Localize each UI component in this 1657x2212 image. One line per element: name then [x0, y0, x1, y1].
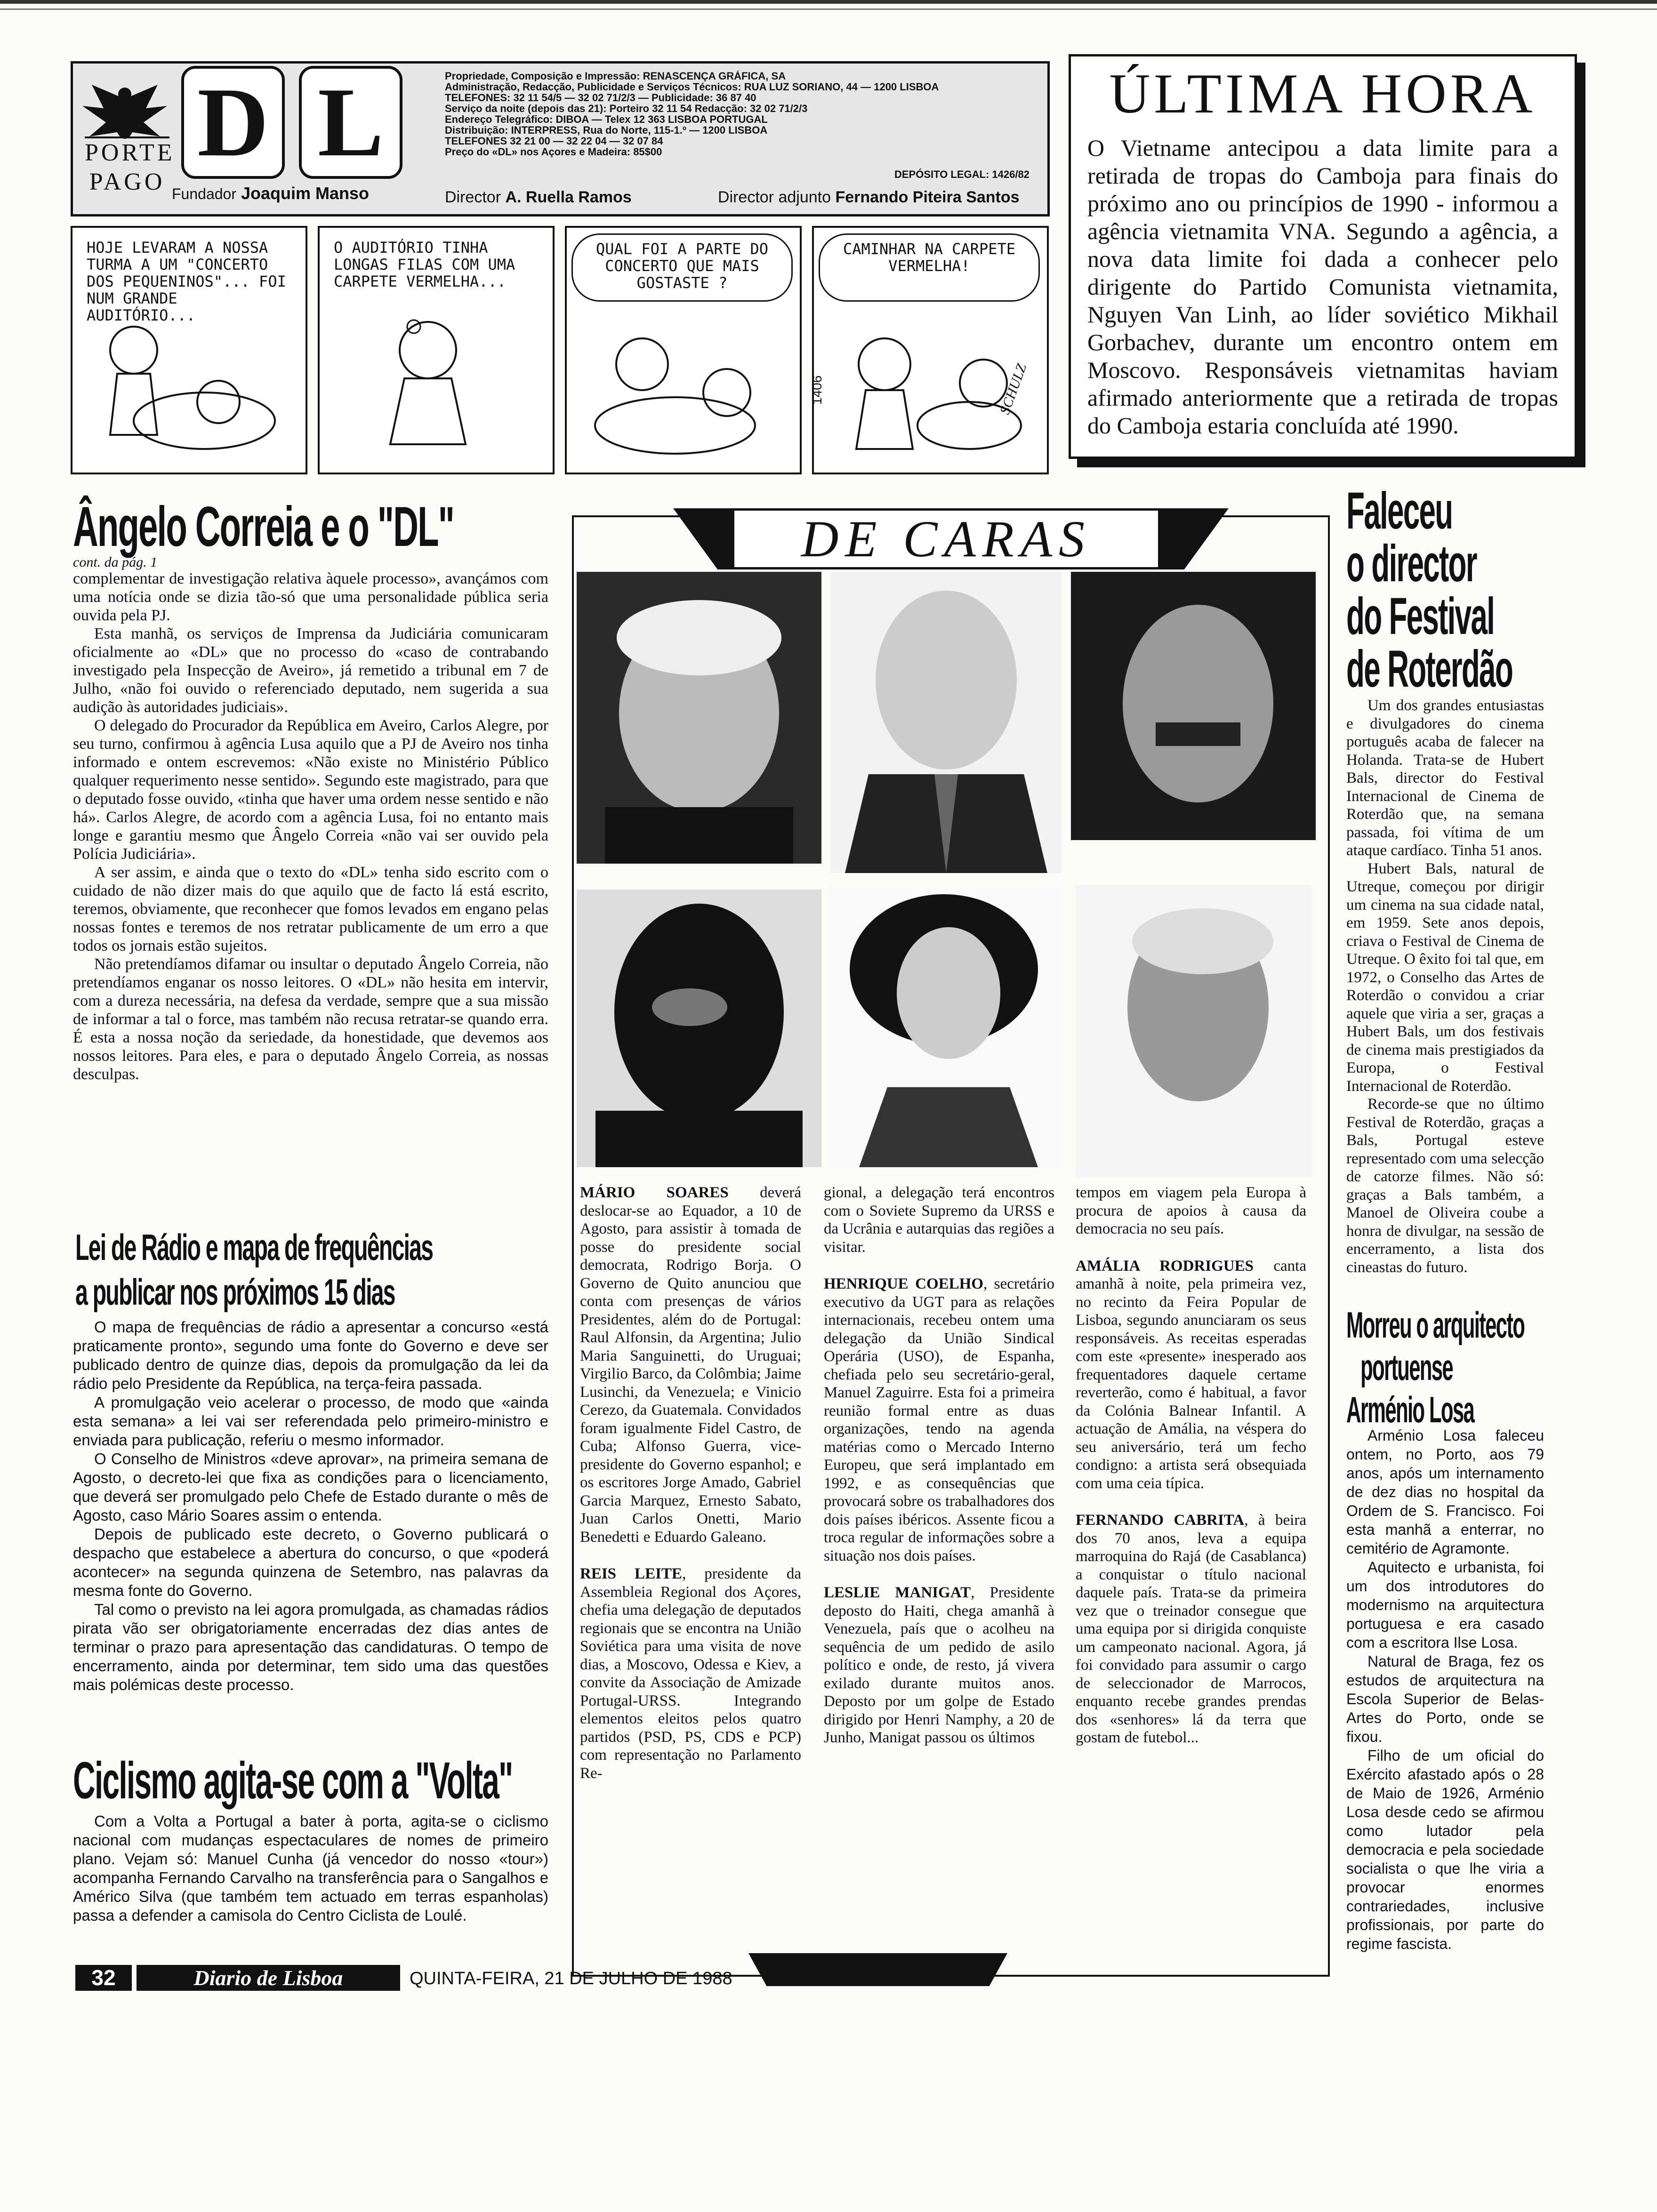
radio-paragraph: Depois de publicado este decreto, o Governo publicará o despacho que estabelece a abertura do concurso, o que «poderá acontecer» na segunda quinzena de Setembro, nas palavras da mesma fonte do Governo. [73, 1525, 548, 1599]
angelo-headline: Ângelo Correia e o "DL" [73, 495, 454, 558]
faleceu-article [1346, 697, 1544, 1276]
comic-drawing-2 [320, 308, 550, 468]
caras-column-1 [580, 1184, 801, 1801]
caras-column-2 [824, 1184, 1054, 1766]
comic-drawing-3 [567, 308, 797, 468]
porte-pago-label: PORTE PAGO [85, 136, 169, 198]
imprint-line: TELEFONES: 32 11 54/5 — 32 02 71/2/3 — Publicidade: 36 87 40 [445, 92, 756, 103]
morreu-article [1346, 1426, 1544, 1953]
caras-item-text: gional, a delegação terá encontros com o Soviete Supremo da URSS e da Ucrânia e autarquias das regiões a visitar. [824, 1184, 1054, 1256]
imprint-line: Preço do «DL» nos Açores e Madeira: 85$00 [445, 146, 662, 157]
radio-paragraph: O mapa de frequências de rádio a apresentar a concurso «está praticamente pronto», segundo uma fonte do Governo e deve ser publicado dentro de quinze dias, depois da promulgação da lei da rádio pelo Presidente da República, na terça-feira passada. [73, 1318, 548, 1392]
radio-paragraph: Tal como o previsto na lei agora promulgada, as chamadas rádios pirata vão ser obrigatoriamente encerradas dez dias antes de terminar o prazo para apresentação das candidaturas. O tempo de encerramento, ainda por determinar, tem sido uma das questões mais polémicas deste processo. [73, 1601, 548, 1693]
imprint-line: Administração, Redacção, Publicidade e Serviços Técnicos: RUA LUZ SORIANO, 44 — 1200 LISBOA [445, 81, 939, 92]
morreu-headline-line: Morreu o arquitecto [1346, 1304, 1525, 1346]
top-rule-thin [0, 8, 1657, 10]
caras-item [1076, 1184, 1306, 1238]
caras-item-name: FERNANDO CABRITA [1076, 1512, 1245, 1529]
comic-panel-1 [71, 226, 307, 474]
adjunto-label: Director adjunto [718, 188, 831, 206]
radio-headline-2: a publicar nos próximos 15 dias [75, 1271, 395, 1313]
ultima-hora-title: ÚLTIMA HORA [1109, 62, 1536, 125]
top-rule [0, 0, 1657, 4]
photo-fernando-cabrita [1071, 572, 1316, 840]
morreu-headline-line: portuense [1360, 1346, 1453, 1388]
caras-item-text: deverá deslocar-se ao Equador, a 10 de Agosto, para assistir à tomada de posse do presidente social democrata, Rodrigo Borja. O Governo de Quito anunciou que conta com presenças de vários Presidentes, além do de Portugal: Raul Alfonsin, da Argentina; Julio Maria Sanguinetti, do Uruguai; Virgilio Barco, da Colômbia; Jaime Lusinchi, da Venezuela; e Vinicio Cerezo, da Guatemala. Convidados foram igualmente Fidel Castro, de Cuba; Alfonso Guerra, vice-presidente do Governo espanhol; e os escritores Jorge Amado, Gabriel Garcia Marquez, Ernesto Sabato, Juan Carlos Onetti, Mario Benedetti e Eduardo Galeano. [580, 1184, 801, 1546]
page-number: 32 [75, 1965, 132, 1991]
caras-item-text: , à beira dos 70 anos, leva a equipa marroquina do Rajá (de Casablanca) a conquistar o título nacional daquele país. Trata-se da primeira vez que o treinador consegue que uma equipa por si dirigida conquiste um campeonato nacional. Agora, já foi convidado para assumir o cargo de seleccionador de Marrocos, enquanto recebe grandes prendas dos «senhores» lá da terra que gostam de futebol... [1076, 1512, 1306, 1746]
morreu-paragraph: Arménio Losa faleceu ontem, no Porto, aos 79 anos, após um internamento de dez dias no hospital da Ordem de S. Francisco. Foi esta manhã a enterrar, no cemitério de Agramonte. [1346, 1427, 1544, 1557]
ciclismo-article [73, 1812, 548, 1948]
photo-leslie-manigat [577, 890, 821, 1167]
faleceu-paragraph: Hubert Bals, natural de Utreque, começou por dirigir um cinema na sua cidade natal, em 1959. Sete anos depois, criava o Festival de Cinema de Utreque. O êxito foi tal que, em 1972, o Conselho das Artes de Roterdão o convidou a criar aquele que viria a ser, graças a Hubert Bals, um dos festivais de cinema mais prestigiados da Europa, o Festival Internacional de Roterdão. [1346, 860, 1544, 1095]
angelo-paragraph: Não pretendíamos difamar ou insultar o deputado Ângelo Correia, não pretendíamos enganar os nosso leitores. O «DL» não hesita em intervir, com a dureza necessária, na defesa da verdade, sempre que a sua missão de informar a tal o force, mas também não recusa retratar-se quando erra. É esta a nossa noção da seriedade, da honestidade, que devemos aos nossos leitores. Para eles, e para o deputado Ângelo Correia, as nossas desculpas. [73, 955, 548, 1083]
footer-date: QUINTA-FEIRA, 21 DE JULHO DE 1988 [410, 1969, 732, 1988]
caras-item-text: canta amanhã à noite, pela primeira vez, no recinto da Feira Popular de Lisboa, segundo anunciaram os seus responsáveis. As receitas esperadas com este «presente» inesperado aos frequentadores daquele certame reverterão, como é habitual, a favor da Colónia Balnear Infantil. A actuação de Amália, na véspera do seu aniversário, terá um fecho condigno: a artista será obsequiada com uma ceia típica. [1076, 1257, 1306, 1492]
footer-paper-name: Diario de Lisboa [137, 1965, 400, 1991]
angelo-paragraph: Esta manhã, os serviços de Imprensa da Judiciária comunicaram oficialmente ao «DL» que no processo do «caso de contrabando investigado pela Inspecção de Aveiro», já remetido a tribunal em 7 de Julho, «não foi ouvido o referenciado deputado, nem sugerida a sua audição às autoridades judiciais». [73, 625, 548, 716]
comic-strip-number: 1406 [810, 375, 824, 405]
comic-caption-2: O AUDITÓRIO TINHA LONGAS FILAS COM UMA CARPETE VERMELHA... [334, 239, 515, 290]
radio-paragraph: A promulgação veio acelerar o processo, de modo que «ainda esta semana» a lei vai ser referendada pelo primeiro-ministro e enviada para publicação, referiu o mesmo informador. [73, 1394, 548, 1449]
deposito-legal: DEPÓSITO LEGAL: 1426/82 [894, 168, 1030, 180]
director-label: Director [445, 188, 501, 206]
director-line [445, 188, 632, 207]
caras-item-name: HENRIQUE COELHO [824, 1275, 984, 1292]
ultima-hora-text: O Vietname antecipou a data limite para a retirada de tropas do Camboja para finais do próximo ano ou princípios de 1990 - informou a agência vietnamita VNA. Segundo a agência, a nova data limite foi dada a conhecer pelo dirigente do Partido Comunista vietnamita, Nguyen Van Linh, ao líder soviético Mikhail Gorbachev, durante um encontro ontem em Moscovo. Responsáveis vietnamitas haviam afirmado anteriormente que a retirada de tropas do Camboja estaria concluída até 1990. [1087, 135, 1558, 439]
imprint-line: Distribuição: INTERPRESS, Rua do Norte, 115-1.º — 1200 LISBOA [445, 125, 768, 136]
logo-letter-d: D [181, 66, 285, 179]
angelo-article [73, 569, 548, 1083]
caras-item-text: tempos em viagem pela Europa à procura de apoios à causa da democracia no seu país. [1076, 1184, 1306, 1237]
caras-item-text: , Presidente deposto do Haiti, chega amanhã à Venezuela, país que o acolheu na sequência de um pedido de asilo político e onde, de resto, já vivera exilado durante muitos anos. Deposto por um golpe de Estado dirigido por Henri Namphy, a 20 de Junho, Manigat passou os últimos [824, 1584, 1055, 1746]
caras-item-name: MÁRIO SOARES [580, 1184, 729, 1201]
photo-reis-leite [1076, 885, 1311, 1177]
angelo-paragraph: O delegado do Procurador da República em Aveiro, Carlos Alegre, por seu turno, confirmou à agência Lusa aquilo que a PJ de Aveiro nos tinha informado e ontem escrevemos: «Não existe no Ministério Público qualquer requerimento nesse sentido». Segundo este magistrado, para que o deputado fosse ouvido, «tinha que haver uma ordem nesse sentido e não há». Carlos Alegre, de acordo com a agência Lusa, foi no entanto mais longe e garantiu mesmo que Ângelo Correia «não vai ser ouvido pela Polícia Judiciária». [73, 717, 548, 863]
comic-bubble-3: QUAL FOI A PARTE DO CONCERTO QUE MAIS GOSTASTE ? [571, 233, 793, 302]
adjunto-line [718, 188, 1020, 207]
radio-headline-1: Lei de Rádio e mapa de frequências [75, 1226, 433, 1268]
comic-bubble-4: CAMINHAR NA CARPETE VERMELHA! [819, 233, 1040, 302]
caras-item-text: , presidente da Assembleia Regional dos Açores, chefia uma delegação de deputados regionais que se encontra na União Soviética para uma visita de nove dias, a Moscovo, Odessa e Kiev, a convite da Associação de Amizade Portugal-URSS. Integrando elementos eleitos pelos quatro partidos (PSD, PS, CDS e PCP) com representação no Parlamento Re- [580, 1565, 801, 1782]
caras-item-name: REIS LEITE [580, 1565, 682, 1582]
caras-item [580, 1565, 801, 1782]
comic-signature: SCHULZ [997, 361, 1030, 417]
radio-paragraph: O Conselho de Ministros «deve aprovar», na primeira semana de Agosto, o decreto-lei que fixa as condições para o licenciamento, que deverá ser promulgado pelo Chefe de Estado durante o mês de Agosto, caso Mário Soares assim o entenda. [73, 1450, 548, 1524]
director-name: A. Ruella Ramos [505, 188, 632, 206]
caras-item [824, 1275, 1054, 1565]
imprint-line: TELEFONES 32 21 00 — 32 22 04 — 32 07 84 [445, 136, 663, 146]
faleceu-headline-line: Faleceu [1346, 482, 1453, 540]
faleceu-headline-line: o director [1346, 535, 1477, 593]
angelo-cont: cont. da pág. 1 [73, 554, 158, 570]
morreu-paragraph: Filho de um oficial do Exército afastado após o 28 de Maio de 1926, Arménio Losa desde cedo se afirmou como lutador pela democracia e pela sociedade socialista o que lhe viria a provocar enormes contrariedades, inclusive profissionais, por parte do regime fascista. [1346, 1747, 1544, 1952]
caras-item-name: LESLIE MANIGAT [824, 1584, 971, 1601]
ciclismo-headline: Ciclismo agita-se com a "Volta" [73, 1752, 513, 1810]
adjunto-name: Fernando Piteira Santos [835, 188, 1020, 206]
comic-panel-3 [565, 226, 802, 474]
comic-panel-4 [812, 226, 1049, 474]
caras-item-text: , secretário executivo da UGT para as relações internacionais, recebeu ontem uma delegação da União Sindical Operária (USO), de Espanha, chefiada pelo seu secretário-geral, Manuel Zaguirre. Esta foi a primeira reunião formal entre as duas organizações, tendo na agenda matérias como o Mercado Interno Europeu, que será implantado em 1992, e as consequências que provocará sobre os trabalhadores dos dois países ibéricos. Assente ficou a troca regular de informações sobre a situação nos dois países. [824, 1275, 1054, 1564]
comic-strip [71, 226, 1050, 471]
caras-item [824, 1584, 1054, 1747]
imprint-line: Serviço da noite (depois das 21): Porteiro 32 11 54 Redacção: 32 02 71/2/3 [445, 103, 808, 114]
caras-item [580, 1184, 801, 1546]
fundador-name: Joaquim Manso [241, 184, 370, 203]
angelo-paragraph: complementar de investigação relativa àquele processo», avançámos com uma notícia onde se dizia tão-só que uma personalidade pública seria ouvida pela PJ. [73, 570, 548, 624]
faleceu-headline [1346, 482, 1535, 698]
photo-henrique-coelho [831, 572, 1062, 873]
logo-letter-l: L [299, 66, 402, 179]
faleceu-headline-line: de Roterdão [1346, 640, 1513, 698]
caras-column-3 [1076, 1184, 1306, 1766]
angelo-paragraph: A ser assim, e ainda que o texto do «DL» tenha sido escrito com o cuidado de não dizer mais do que aquilo que de facto lá está escrito, teremos, obviamente, que reconhecer que fomos levados em engano pelas nossas fontes e teremos de nos retratar publicamente de um erro a que todos os jornais estão sujeitos. [73, 864, 548, 954]
morreu-paragraph: Natural de Braga, fez os estudos de arquitectura na Escola Superior de Belas-Artes do Porto, onde se fixou. [1346, 1653, 1544, 1745]
imprint-line: Propriedade, Composição e Impressão: RENASCENÇA GRÁFICA, SA [445, 71, 786, 81]
de-caras-title: DE CARAS [734, 511, 1158, 567]
comic-drawing-1 [72, 308, 303, 468]
comic-caption-1: HOJE LEVARAM A NOSSA TURMA A UM "CONCERTO DOS PEQUENINOS"... FOI NUM GRANDE AUDITÓRIO... [87, 239, 286, 324]
photo-mario-soares [577, 572, 821, 864]
caras-item [824, 1184, 1054, 1256]
morreu-headline [1346, 1304, 1553, 1431]
faleceu-headline-line: do Festival [1346, 587, 1495, 645]
fundador-label: Fundador [172, 185, 236, 202]
caras-item [1076, 1257, 1306, 1493]
faleceu-paragraph: Um dos grandes entusiastas e divulgadores do cinema português acaba de falecer na Holanda. Trata-se de Hubert Bals, director do Festival Internacional de Cinema de Roterdão que, na semana passada, foi vítima de um ataque cardíaco. Tinha 51 anos. [1346, 697, 1544, 859]
de-caras-bottom-banner [748, 1953, 1007, 1986]
imprint-line: Endereço Telegráfico: DIBOA — Telex 12 363 LISBOA PORTUGAL [445, 114, 768, 125]
comic-panel-2 [318, 226, 555, 474]
morreu-paragraph: Aquitecto e urbanista, foi um dos introdutores do modernismo na arquitectura portuguesa e era casado com a escritora Ilse Losa. [1346, 1559, 1544, 1651]
morreu-headline-line: Arménio Losa [1346, 1389, 1474, 1430]
caras-item-name: AMÁLIA RODRIGUES [1076, 1257, 1254, 1274]
photo-amalia-rodrigues [831, 885, 1062, 1167]
radio-article [73, 1318, 548, 1694]
ciclismo-paragraph: Com a Volta a Portugal a bater à porta, agita-se o ciclismo nacional com mudanças espectaculares de nomes de primeiro plano. Vejam só: Manuel Cunha (já vencedor do nosso «tour») acompanha Fernando Carvalho na transferência para o Sangalhos e Américo Silva (que também tem actuado em terras espanholas) passa a defender a camisola do Centro Ciclista de Loulé. [73, 1812, 548, 1924]
caras-item [1076, 1511, 1306, 1747]
fundador-line [172, 184, 369, 203]
faleceu-paragraph: Recorde-se que no último Festival de Roterdão, graças a Bals, Portugal esteve representado com uma selecção de catorze filmes. Não só: graças a Bals também, a Manoel de Oliveira coube a honra de divulgar, na sessão de encerramento, a lista dos cineastas do futuro. [1346, 1096, 1544, 1276]
